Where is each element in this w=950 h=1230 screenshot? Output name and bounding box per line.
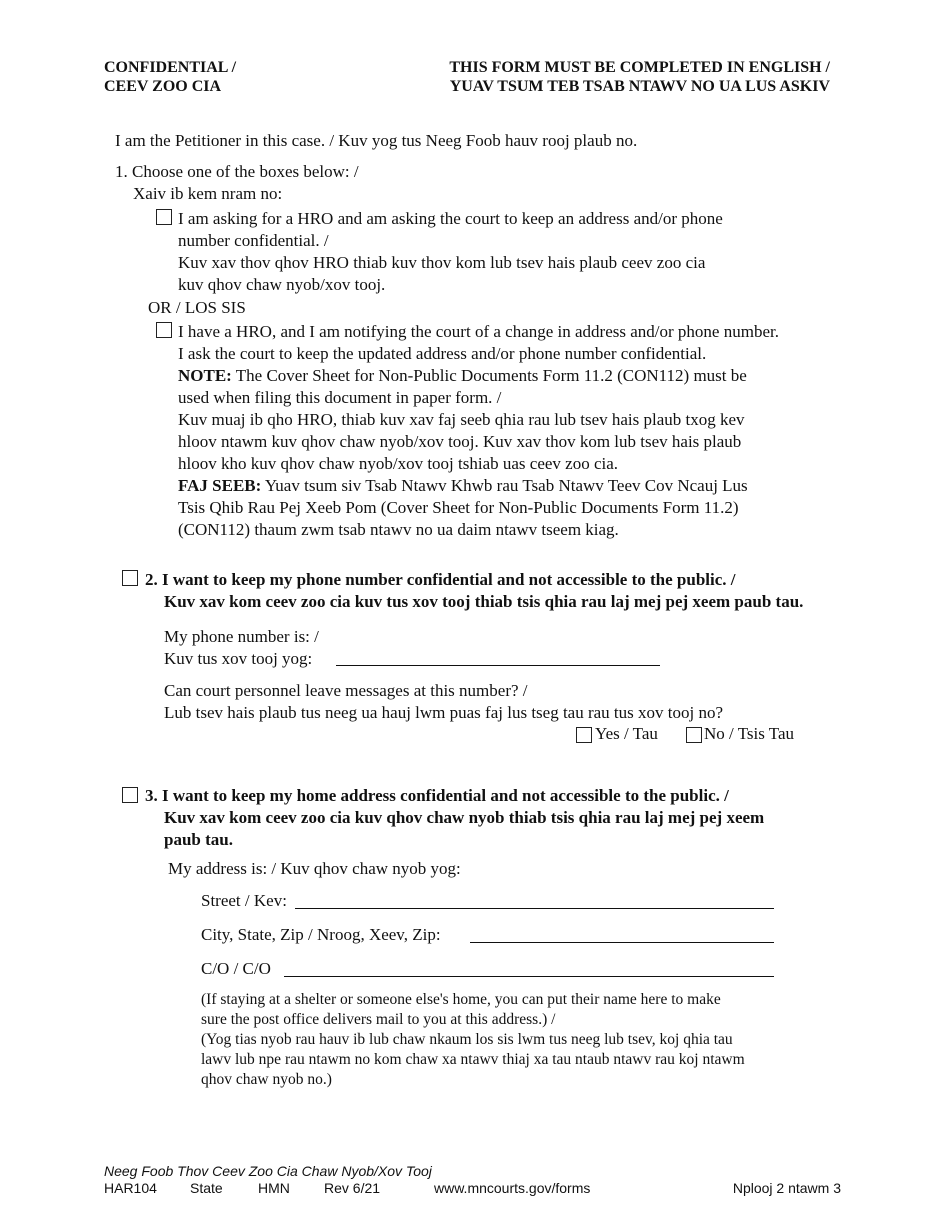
footer-form-title: Neeg Foob Thov Ceev Zoo Cia Chaw Nyob/Xov Tooj [104,1163,432,1179]
q1-option-a-line: Kuv xav thov qhov HRO thiab kuv thov kom lub tsev hais plaub ceev zoo cia [178,253,706,272]
messages-yes-checkbox[interactable] [576,727,592,743]
footer-state: State [190,1180,223,1196]
english-notice [449,58,830,96]
street-field[interactable] [295,908,774,909]
care-of-field[interactable] [284,976,774,977]
q1-faj-seeb [178,475,779,497]
shelter-note-line: (If staying at a shelter or someone else's home, you can put their name here to make [201,991,721,1008]
footer-url[interactable]: www.mncourts.gov/forms [434,1180,591,1196]
q3-title-line: 3. I want to keep my home address confidential and not accessible to the public. / [145,786,729,805]
q1-subtitle: Xaiv ib kem nram no: [133,184,283,203]
q1-option-b-line: I have a HRO, and I am notifying the court of a change in address and/or phone number. [178,322,779,341]
care-of-label: C/O / C/O [201,959,271,978]
city-state-zip-label: City, State, Zip / Nroog, Xeev, Zip: [201,925,441,944]
q3-title [145,785,764,851]
shelter-note-line: sure the post office delivers mail to you at this address.) / [201,1011,556,1028]
q1-note [178,365,779,387]
q1-option-a-line: I am asking for a HRO and am asking the court to keep an address and/or phone [178,209,723,228]
q1-option-a-text [178,208,723,296]
confidential-line-1: CONFIDENTIAL / [104,59,237,76]
q3-checkbox[interactable] [122,787,138,803]
q1-option-a-line: kuv qhov chaw nyob/xov tooj. [178,275,386,294]
faj-seeb-text: (CON112) thaum zwm tsab ntawv no ua daim ntawv tseem kiag. [178,520,619,539]
q1-title: 1. Choose one of the boxes below: / [115,162,359,181]
faj-seeb-text: Tsis Qhib Rau Pej Xeeb Pom (Cover Sheet for Non-Public Documents Form 11.2) [178,498,739,517]
messages-question-line: Lub tsev hais plaub tus neeg ua hauj lwm puas faj lus tseg tau rau tus xov tooj no? [164,703,724,722]
address-label: My address is: / Kuv qhov chaw nyob yog: [168,859,461,878]
shelter-note [201,990,745,1090]
q3-title-line: Kuv xav kom ceev zoo cia kuv qhov chaw nyob thiab tsis qhia rau laj mej pej xeem [164,808,765,827]
phone-number-field[interactable] [336,665,660,666]
note-label: NOTE: [178,366,232,385]
messages-yes-label: Yes / Tau [595,724,658,743]
messages-question [164,680,723,724]
confidential-label [104,58,236,96]
q1-hmong-line: Kuv muaj ib qho HRO, thiab kuv xav faj seeb qhia rau lub tsev hais plaub txog kev [178,410,745,429]
phone-label-line: My phone number is: / [164,627,319,646]
note-text: The Cover Sheet for Non-Public Documents Form 11.2 (CON112) must be [231,366,747,385]
petitioner-statement: I am the Petitioner in this case. / Kuv yog tus Neeg Foob hauv rooj plaub no. [115,131,638,150]
english-notice-line-1: THIS FORM MUST BE COMPLETED IN ENGLISH / [449,59,830,76]
messages-no-label: No / Tsis Tau [704,724,795,743]
note-text: used when filing this document in paper form. / [178,388,502,407]
q1-option-b-checkbox[interactable] [156,322,172,338]
messages-no-checkbox[interactable] [686,727,702,743]
street-label: Street / Kev: [201,891,287,910]
q2-checkbox[interactable] [122,570,138,586]
messages-question-line: Can court personnel leave messages at this number? / [164,681,528,700]
phone-label [164,626,319,670]
q1-option-a-line: number confidential. / [178,231,329,250]
q2-title [145,569,803,613]
shelter-note-line: qhov chaw nyob no.) [201,1071,332,1088]
city-state-zip-field[interactable] [470,942,774,943]
q1-option-b-line: I ask the court to keep the updated address and/or phone number confidential. [178,344,707,363]
q2-title-line: Kuv xav kom ceev zoo cia kuv tus xov tooj thiab tsis qhia rau laj mej pej xeem paub tau. [164,592,804,611]
q1-hmong-line: hloov ntawm kuv qhov chaw nyob/xov tooj. Kuv xav thov kom lub tsev hais plaub [178,432,742,451]
shelter-note-line: (Yog tias nyob rau hauv ib lub chaw nkaum los sis lwm tus neeg lub tsev, koj qhia tau [201,1031,733,1048]
confidential-line-2: CEEV ZOO CIA [104,78,222,95]
q1-hmong-line: hloov kho kuv qhov chaw nyob/xov tooj tshiab uas ceev zoo cia. [178,454,619,473]
phone-label-line: Kuv tus xov tooj yog: [164,649,313,668]
q2-title-line: 2. I want to keep my phone number confidential and not accessible to the public. / [145,570,736,589]
footer-form-id: HAR104 [104,1180,157,1196]
faj-seeb-label: FAJ SEEB: [178,476,262,495]
or-separator: OR / LOS SIS [148,298,246,317]
faj-seeb-text: Yuav tsum siv Tsab Ntawv Khwb rau Tsab Ntawv Teev Cov Ncauj Lus [261,476,748,495]
footer-page-number: Nplooj 2 ntawm 3 [732,1180,841,1196]
q1-option-b-text [178,321,779,541]
footer-revision: Rev 6/21 [324,1180,381,1196]
q3-title-line: paub tau. [164,830,233,849]
shelter-note-line: lawv lub npe rau ntawm no kom chaw xa ntawv thiaj xa tau ntaub ntawv rau koj ntawm [201,1051,745,1068]
q1-option-a-checkbox[interactable] [156,209,172,225]
footer-language: HMN [258,1180,290,1196]
english-notice-line-2: YUAV TSUM TEB TSAB NTAWV NO UA LUS ASKIV [449,78,830,95]
